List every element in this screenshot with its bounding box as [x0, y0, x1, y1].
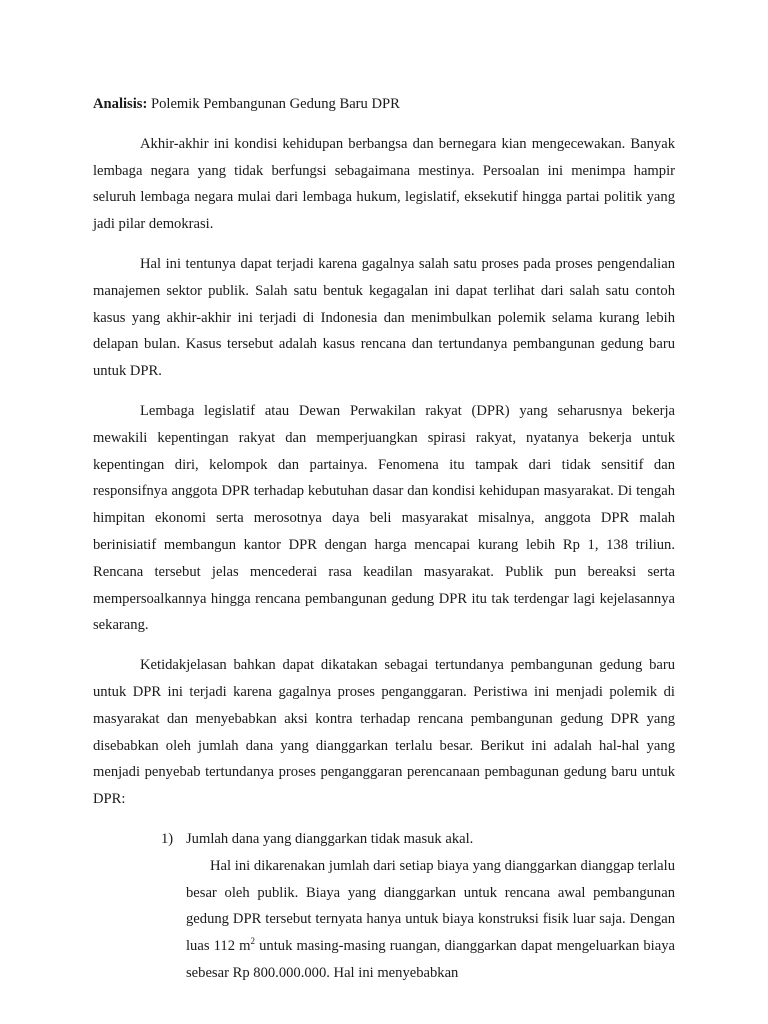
title-text: Polemik Pembangunan Gedung Baru DPR: [147, 96, 400, 112]
list-item-number: 1): [161, 830, 174, 847]
document-page: [93, 91, 675, 987]
list-item: [93, 826, 675, 987]
list-body-text-2: untuk masing-masing ruangan, dianggarkan dapat mengeluarkan biaya sebesar Rp 800.000.000. Hal ini menyebabkan: [186, 938, 675, 981]
title-prefix: Analisis:: [93, 96, 148, 112]
list-body-text-1: Hal ini dikarenakan jumlah dari setiap biaya yang dianggarkan dianggap terlalu besar oleh publik. Biaya yang dianggarkan untuk rencana awal pembangunan gedung DPR tersebut ternyata hanya untuk biaya konstruksi fisik luar saja. Dengan luas 112 m: [186, 857, 675, 955]
paragraph-3: Lembaga legislatif atau Dewan Perwakilan rakyat (DPR) yang seharusnya bekerja mewakili kepentingan rakyat dan memperjuangkan spirasi rakyat, nyatanya bekerja untuk kepentingan diri, kelompok dan partainya. Fenomena itu tampak dari tidak sensitif dan responsifnya anggota DPR terhadap kebutuhan dasar dan kondisi kehidupan masyarakat. Di tengah himpitan ekonomi serta merosotnya daya beli masyarakat misalnya, anggota DPR malah berinisiatif membangun kantor DPR dengan harga mencapai kurang lebih Rp 1, 138 triliun. Rencana tersebut jelas mencederai rasa keadilan masyarakat. Publik pun bereaksi serta mempersoalkannya hingga rencana pembangunan gedung DPR itu tak terdengar lagi kejelasannya sekarang.: [93, 402, 675, 634]
paragraph-2: Hal ini tentunya dapat terjadi karena gagalnya salah satu proses pada proses pengendalian manajemen sektor publik. Salah satu bentuk kegagalan ini dapat terlihat dari salah satu contoh kasus yang akhir-akhir ini terjadi di Indonesia dan menimbulkan polemik selama kurang lebih delapan bulan. Kasus tersebut adalah kasus rencana dan tertundanya pembangunan gedung baru untuk DPR.: [93, 255, 675, 380]
paragraph-1: Akhir-akhir ini kondisi kehidupan berbangsa dan bernegara kian mengecewakan. Banyak lembaga negara yang tidak berfungsi sebagaimana mestinya. Persoalan ini menimpa hampir seluruh lembaga negara mulai dari lembaga hukum, legislatif, eksekutif hingga partai politik yang jadi pilar demokrasi.: [93, 135, 675, 233]
document-title: [93, 91, 675, 118]
paragraph-4: Ketidakjelasan bahkan dapat dikatakan sebagai tertundanya pembangunan gedung baru untuk DPR ini terjadi karena gagalnya proses penganggaran. Peristiwa ini menjadi polemik di masyarakat dan menyebabkan aksi kontra terhadap rencana pembangunan gedung DPR yang disebabkan oleh jumlah dana yang dianggarkan terlalu besar. Berikut ini adalah hal-hal yang menjadi penyebab tertundanya proses penganggaran perencanaan pembagunan gedung baru untuk DPR:: [93, 657, 675, 808]
superscript-2: 2: [250, 936, 255, 947]
list-item-body: [186, 853, 675, 987]
numbered-list: [93, 826, 675, 987]
list-item-heading: Jumlah dana yang dianggarkan tidak masuk akal.: [186, 830, 474, 847]
